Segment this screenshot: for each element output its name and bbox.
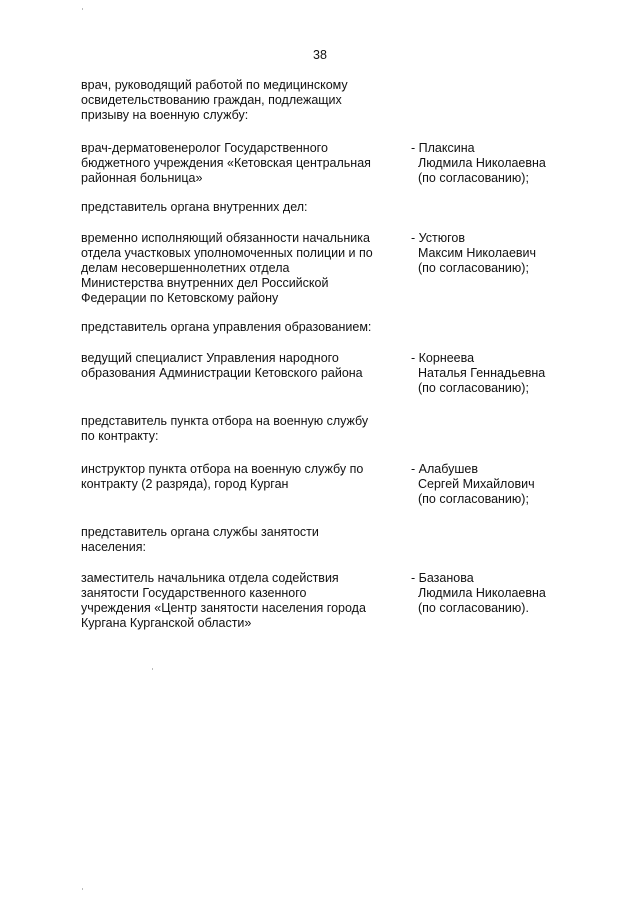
name-line: Наталья Геннадьевна [418,366,546,380]
intro-line: врач, руководящий работой по медицинскому [81,78,348,92]
position-line: контракту (2 разряда), город Курган [81,477,289,491]
section-heading-internal-affairs [81,200,381,215]
member-entry-alabushev [81,462,561,507]
name-line: (по согласованию); [418,381,529,395]
member-position [81,571,381,631]
position-line: Кургана Курганской области» [81,616,252,630]
position-line: заместитель начальника отдела содействия [81,571,339,585]
page-number: 38 [313,48,327,62]
position-line: занятости Государственного казенного [81,586,307,600]
name-line: - Плаксина [411,141,475,155]
scan-speck-middle [152,668,153,670]
heading-line: населения: [81,540,147,554]
heading-line: представитель органа службы занятости [81,525,319,539]
section-heading-education [81,320,381,335]
position-line: врач-дерматовенеролог Государственного [81,141,328,155]
position-line: временно исполняющий обязанности начальника [81,231,370,245]
member-name [411,231,561,306]
intro-line: призыву на военную службу: [81,108,249,122]
position-line: бюджетного учреждения «Кетовская центральная [81,156,371,170]
member-entry-korneeva [81,351,561,396]
intro-line: освидетельствованию граждан, подлежащих [81,93,342,107]
section-heading-contract-selection [81,414,381,444]
position-line: Министерства внутренних дел Российской [81,276,329,290]
intro-heading [81,78,381,123]
name-line: - Алабушев [411,462,478,476]
name-line: - Устюгов [411,231,465,245]
name-line: (по согласованию). [418,601,529,615]
member-position [81,231,381,306]
member-name [411,462,561,507]
heading-line: по контракту: [81,429,159,443]
document-body [81,78,561,631]
name-line: (по согласованию); [418,492,529,506]
section-heading-employment [81,525,381,555]
member-name [411,141,561,186]
name-line: (по согласованию); [418,171,529,185]
name-line: (по согласованию); [418,261,529,275]
member-name [411,571,561,631]
position-line: делам несовершеннолетних отдела [81,261,290,275]
position-line: ведущий специалист Управления народного [81,351,339,365]
member-entry-ustyugov [81,231,561,306]
name-line: Максим Николаевич [418,246,537,260]
position-line: Федерации по Кетовскому району [81,291,279,305]
name-line: Сергей Михайлович [418,477,535,491]
position-line: районная больница» [81,171,203,185]
member-name [411,351,561,396]
name-line: Людмила Николаевна [418,586,546,600]
position-line: образования Администрации Кетовского района [81,366,363,380]
name-line: Людмила Николаевна [418,156,546,170]
position-line: отдела участковых уполномоченных полиции и по [81,246,373,260]
heading-line: представитель органа управления образованием: [81,320,372,334]
member-position [81,462,381,507]
member-position [81,141,381,186]
scan-speck-bottom [82,888,83,890]
heading-line: представитель органа внутренних дел: [81,200,308,214]
position-line: инструктор пункта отбора на военную службу по [81,462,364,476]
scan-speck-top [82,8,83,10]
member-position [81,351,381,396]
heading-line: представитель пункта отбора на военную службу [81,414,369,428]
name-line: - Базанова [411,571,474,585]
position-line: учреждения «Центр занятости населения города [81,601,366,615]
member-entry-bazanova [81,571,561,631]
name-line: - Корнеева [411,351,475,365]
member-entry-plaksina [81,141,561,186]
